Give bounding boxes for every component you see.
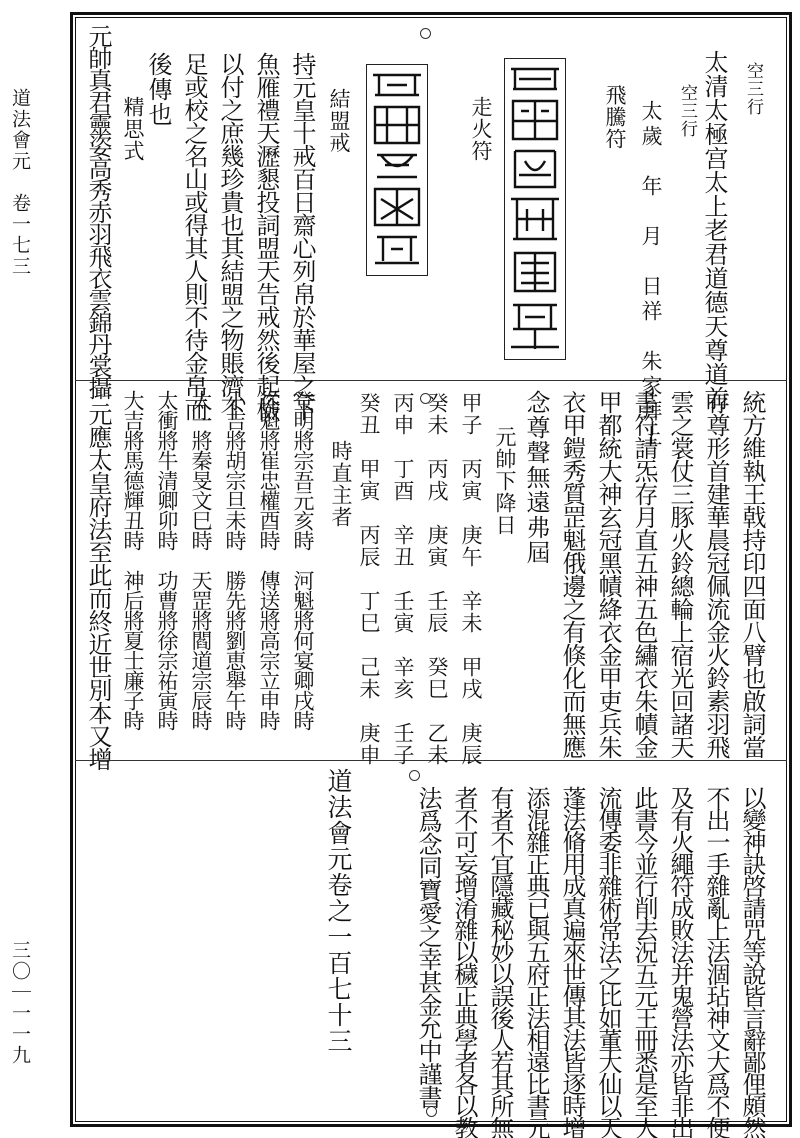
text-column: 念尊聲無遠弗屆 — [522, 390, 550, 565]
talisman-1-icon — [504, 58, 566, 360]
text-column: 太一將秦旻文巳時 天罡將閻道宗辰時 — [189, 390, 213, 730]
text-column: 添混雜正典已與五府正法相遠比書元 — [522, 786, 550, 1138]
section-heading: 精思式 — [121, 96, 145, 162]
text-column: 從魁將崔忠權酉時 傳送將高宗立申時 — [257, 390, 281, 730]
text-column: 足或校之名山或得其人則不待金帛而 — [180, 52, 208, 420]
text-column: 丙申 丁酉 辛丑 壬寅 辛亥 壬子 — [391, 392, 415, 766]
section-heading: 時直主者 — [329, 440, 353, 528]
section-heading: 結盟戒 — [327, 88, 351, 154]
text-column: 蓬法脩用成真遍來世傳其法皆逐時增 — [558, 786, 586, 1138]
text-column: 甲子 丙寅 庚午 辛未 甲戌 庚辰 — [459, 392, 483, 766]
binding-hole-icon — [420, 28, 431, 39]
text-column: 者不可妄增淆雜以穢正典學者各以教 — [450, 786, 478, 1138]
text-column: 癸丑 甲寅 丙辰 丁巳 己未 庚申 — [357, 392, 381, 766]
text-column: 元帥真君靈姿高秀赤羽飛衣雲錦丹裳攝 — [84, 24, 112, 398]
text-column: 元應太皇府法至此而終近世別本又增 — [84, 402, 112, 770]
text-column: 大吉將馬德輝丑時 神后將夏士廉子時 — [121, 390, 145, 730]
text-column: 書符請炁存月直五神五色繡衣朱幘金 — [630, 390, 658, 758]
text-column: 以變神訣啓請咒等說皆言辭鄙俚頗然 — [738, 786, 766, 1138]
text-column: 法爲念同寶愛之幸甚金允中謹書 — [414, 786, 442, 1108]
text-column: 以付之庶幾珍貴也其結盟之物賬濟不 — [216, 52, 244, 420]
text-column: 空三行 — [677, 84, 697, 138]
text-column: 流傳委非雜術常法之比如董大仙以天 — [594, 786, 622, 1138]
text-column: 後傳也 — [144, 52, 172, 127]
text-column: 魚雁禮天瀝懇投詞盟天告戒然後起檢 — [252, 52, 280, 420]
text-column: 太歲 年 月 日祥 朱家拜上 — [639, 100, 663, 450]
text-column: 走火符 — [469, 96, 493, 162]
page-number: 三〇｜一一九 — [9, 940, 31, 1066]
text-column: 有者不宜隱藏秘妙以誤後人若其所無 — [486, 786, 514, 1138]
text-column: 衣甲鎧秀質罡魁俄邊之有倏化而無應 — [558, 390, 586, 758]
chapter-end-title: 道法會元卷之一百七十三 — [324, 768, 353, 1054]
text-column: 及有火繩符成敗法并鬼營法亦皆非出 — [666, 786, 694, 1138]
text-column: 雲之裳仗三豚火鈴總輪上宿光回諸天 — [666, 390, 694, 758]
text-column: 太衝將牛清卿卯時 功曹將徐宗祐寅時 — [155, 390, 179, 730]
text-column: 癸未 丙戌 庚寅 壬辰 癸巳 乙未 — [425, 392, 449, 766]
margin-title: 道法會元 卷一七三 — [9, 88, 31, 277]
text-column: 甲都統大神玄冠黑幘絳衣金甲吏兵朱 — [594, 390, 622, 758]
text-column: 小吉將胡宗旦未時 勝先將劉恵舉午時 — [223, 390, 247, 730]
text-column: 此書今並行削去況五元王冊悉是至人 — [630, 786, 658, 1138]
text-column: 統方維執王戟持印四面八臂也啟詞當 — [738, 390, 766, 758]
text-column: 持元皇十戒百日齋心列帛於華屋之下 — [288, 52, 316, 420]
binding-hole-icon — [409, 770, 420, 781]
text-column: 不出一手雜亂上法涸玷神文大爲不便 — [702, 786, 730, 1138]
talisman-2-icon — [366, 64, 428, 276]
text-column: 登明將宗吾元亥時 河魁將何宴卿戌時 — [291, 390, 315, 730]
section-heading: 元帥下降日 — [493, 426, 517, 536]
text-column: 空三行 — [743, 62, 763, 116]
text-column: 存尊形首建華晨冠佩流金火鈴素羽飛 — [702, 390, 730, 758]
text-column: 飛騰符 — [603, 84, 627, 150]
text-column: 太清太極宫太上老君道德天尊道前 — [700, 50, 728, 410]
